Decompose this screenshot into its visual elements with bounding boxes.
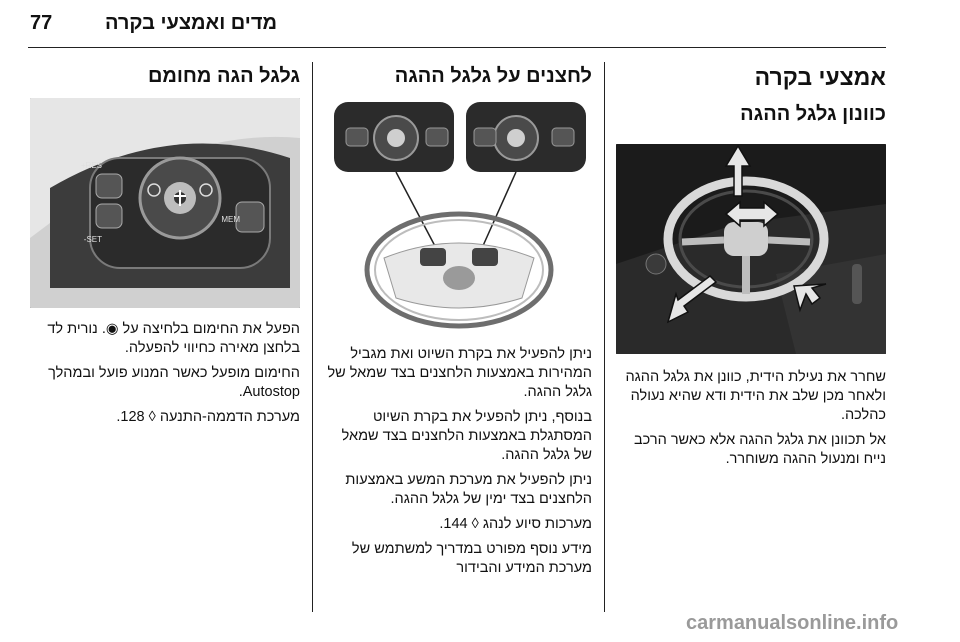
driver-assistance-reference: מערכות סיוע לנהג ◊ 144. xyxy=(439,516,592,532)
heated-steering-heading: גלגל הגה מחומם xyxy=(147,65,300,87)
watermark: carmanualsonline.info xyxy=(686,612,899,634)
column-steering-buttons xyxy=(326,62,592,584)
infotainment-reference: מידע נוסף מפורט במדריך למשתמש של מערכת המידע והבידור xyxy=(351,541,592,576)
column-heated-steering xyxy=(30,62,300,433)
mem-label: MEM xyxy=(221,215,240,224)
res-label: RES+ xyxy=(80,161,102,170)
header-rule xyxy=(28,47,886,48)
steering-buttons-illustration xyxy=(326,98,592,333)
controls-heading: אמצעי בקרה xyxy=(754,64,886,90)
heating-activation-text: הפעל את החימום בלחיצה על ◉. נורית לד בלחצן מאירה כחיווי להפעלה. xyxy=(47,321,300,356)
heated-button-drawing xyxy=(30,98,300,308)
right-buttons-text: ניתן להפעיל את מערכת המשע באמצעות הלחצנים בצד ימין של גלגל ההגה. xyxy=(345,472,592,507)
steering-wheel-adjust-drawing xyxy=(616,144,886,354)
page-number: 77 xyxy=(30,12,53,34)
column-divider-left xyxy=(312,62,313,612)
cruise-control-text: ניתן להפעיל את בקרת השיוט ואת מגביל המהירות באמצעות הלחצנים בצד שמאל של גלגל ההגה. xyxy=(327,346,592,400)
section-title: מדים ואמצעי בקרה xyxy=(104,12,277,34)
heating-autostop-text: החימום מופעל כאשר המנוע פועל ובמהלך Autostop. xyxy=(48,365,300,400)
adjust-warning: אל תכוונן את גלגל ההגה אלא כאשר הרכב נייח ומנעול ההגה משוחרר. xyxy=(634,432,886,467)
adaptive-cruise-text: בנוסף, ניתן להפעיל את בקרת השיוט המסתגלת באמצעות הלחצנים בצד שמאל של גלגל ההגה. xyxy=(341,409,592,463)
adjust-instructions: שחרר את נעילת הידית, כוונן את גלגל ההגה ולאחר מכן שלב את הידית ודא שהיא נעולה כהלכה. xyxy=(625,369,886,423)
steering-buttons-heading: לחצנים על גלגל ההגה xyxy=(394,65,592,87)
heated-steering-illustration xyxy=(30,98,300,308)
stop-start-reference: מערכת הדממה-התנעה ◊ 128. xyxy=(116,409,300,425)
column-divider-right xyxy=(604,62,605,612)
column-steering-adjustment xyxy=(616,62,886,475)
steering-adjustment-illustration xyxy=(616,144,886,354)
steering-adjustment-heading: כוונון גלגל ההגה xyxy=(740,103,886,125)
set-label: SET- xyxy=(83,235,102,244)
steering-buttons-drawing xyxy=(326,98,592,333)
